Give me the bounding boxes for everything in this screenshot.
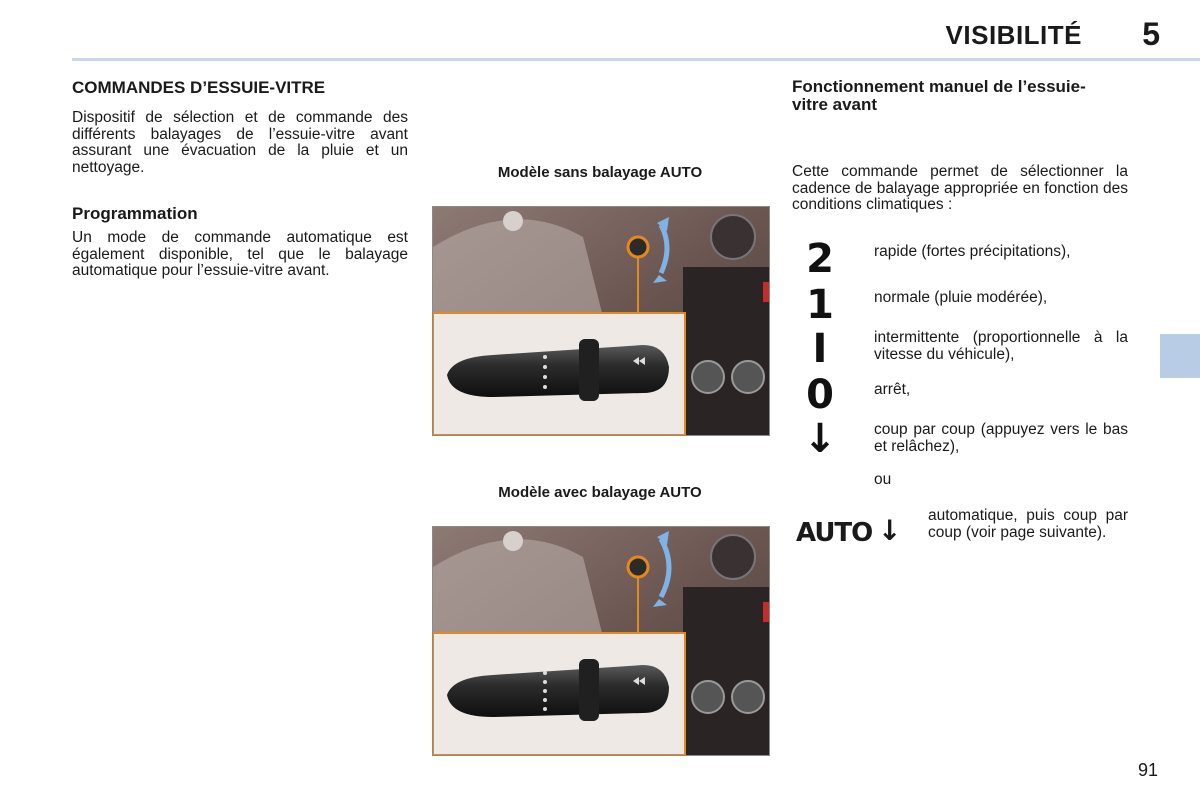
position-2-symbol: 2 xyxy=(806,236,834,282)
single-wipe-description: coup par coup (appuyez vers le bas et relâchez), xyxy=(874,421,1128,455)
wiper-stalk-photo-with-auto xyxy=(432,526,770,756)
position-intermittent-symbol: I xyxy=(812,326,828,372)
intro-paragraph: Dispositif de sélection et de commande des différents balayages de l’essuie-vitre avant assurant une évacuation de la pluie et un nettoyage. xyxy=(72,109,408,176)
wiper-stalk-photo-without-auto xyxy=(432,206,770,436)
caption-without-auto: Modèle sans balayage AUTO xyxy=(497,164,703,181)
chapter-number: 5 xyxy=(1142,16,1160,52)
or-label: ou xyxy=(874,471,892,488)
chapter-side-tab xyxy=(1160,334,1200,378)
chapter-title: VISIBILITÉ xyxy=(945,20,1082,50)
auto-symbol: AUTO xyxy=(796,518,873,548)
auto-down-arrow-icon: ↓ xyxy=(878,514,902,547)
caption-with-auto: Modèle avec balayage AUTO xyxy=(498,484,702,501)
position-intermittent-description: intermittente (proportionnelle à la vitesse du véhicule), xyxy=(874,329,1128,363)
position-1-description: normale (pluie modérée), xyxy=(874,289,1048,306)
manual-operation-heading: Fonctionnement manuel de l’essuie-vitre avant xyxy=(792,77,1086,114)
manual-operation-intro: Cette commande permet de sélectionner la cadence de balayage appropriée en fonction des conditions climatiques : xyxy=(792,163,1128,213)
section-heading: COMMANDES D’ESSUIE-VITRE xyxy=(72,78,326,97)
programmation-heading: Programmation xyxy=(72,204,198,223)
programmation-paragraph: Un mode de commande automatique est également disponible, tel que le balayage automatique pour l’essuie-vitre avant. xyxy=(72,229,408,279)
down-arrow-icon: ↓ xyxy=(803,416,837,462)
position-0-symbol: 0 xyxy=(806,372,834,418)
position-2-description: rapide (fortes précipitations), xyxy=(874,243,1071,260)
position-1-symbol: 1 xyxy=(806,282,834,328)
auto-description: automatique, puis coup par coup (voir page suivante). xyxy=(928,507,1128,541)
header-divider xyxy=(72,58,1200,61)
position-0-description: arrêt, xyxy=(874,381,911,398)
page-number: 91 xyxy=(1137,760,1158,780)
